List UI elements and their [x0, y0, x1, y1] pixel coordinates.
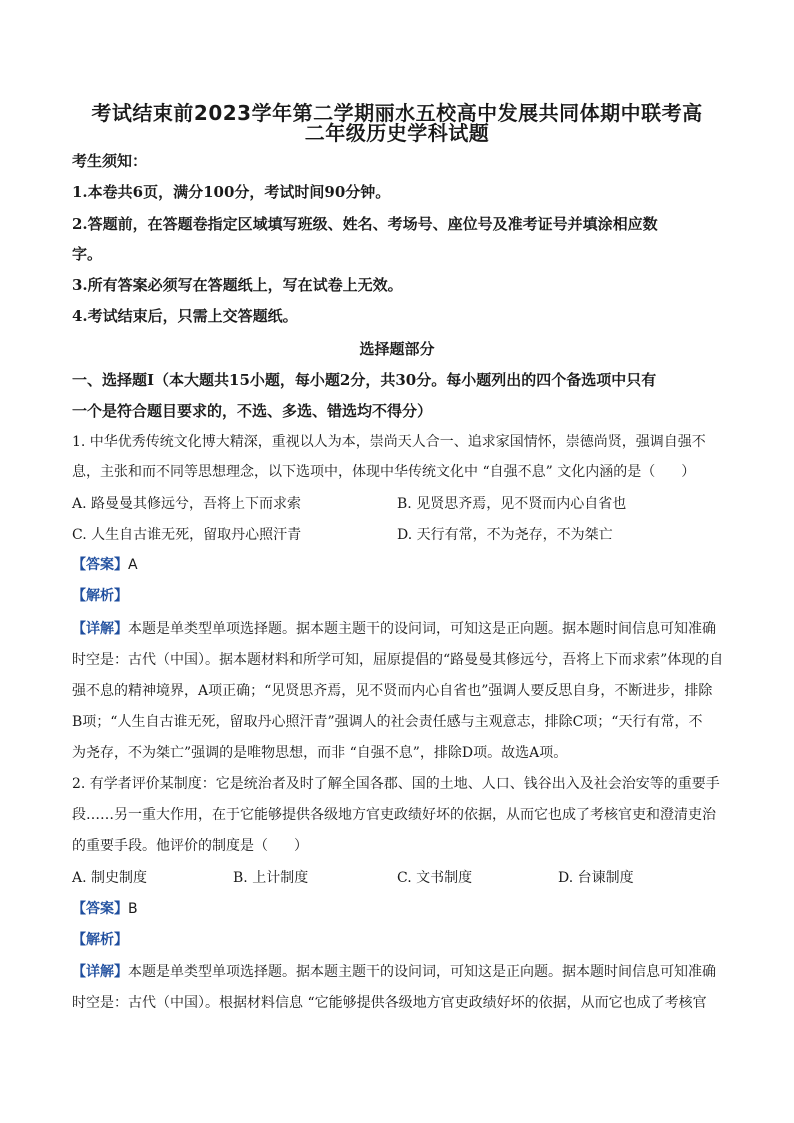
question-1-stem-line-1: 1. 中华优秀传统文化博大精深，重视以人为本，崇尚天人合一、追求家国情怀，崇德尚贤，强调自强不	[72, 434, 706, 450]
question-1-option-a: A. 路曼曼其修远兮，吾将上下而求索	[72, 496, 302, 512]
question-1-detail-line-3: 强不息的精神境界，A项正确；“见贤思齐焉，见不贤而内心自省也”强调人要反思自身，不断进步，排除	[72, 683, 713, 699]
notice-item: 字。	[72, 245, 103, 263]
question-2-detail-line-1: 【详解】本题是单类型单项选择题。据本题主题干的设问词，可知这是正向题。据本题时间信息可知准确	[72, 964, 716, 980]
question-2-option-a: A. 制史制度	[72, 870, 148, 886]
detail-tag: 【详解】	[72, 621, 128, 637]
section-instruction-line-1: 一、选择题Ⅰ（本大题共15小题，每小题2分，共30分。每小题列出的四个备选项中只有	[72, 371, 657, 389]
question-2-stem-line-3: 的重要手段。他评价的制度是（ ）	[72, 838, 308, 854]
question-1-detail-line-1: 【详解】本题是单类型单项选择题。据本题主题干的设问词，可知这是正向题。据本题时间信息可知准确	[72, 621, 716, 637]
question-2-analysis	[72, 931, 722, 949]
question-1-option-c: C. 人生自古谁无死，留取丹心照汗青	[72, 527, 302, 543]
question-2-stem-line-2: 段……另一重大作用，在于它能够提供各级地方官吏政绩好坏的依据，从而它也成了考核官吏和澄清吏治	[72, 807, 716, 823]
answer-value: B	[128, 901, 138, 917]
exam-title-line-1: 考试结束前2023学年第二学期丽水五校高中发展共同体期中联考高	[91, 101, 703, 125]
notice-item: 3.所有答案必须写在答题纸上，写在试卷上无效。	[72, 276, 403, 294]
question-1-detail-line-5: 为尧存，不为桀亡”强调的是唯物思想，而非 “自强不息”，排除D项。故选A项。	[72, 745, 568, 761]
answer-value: A	[128, 557, 138, 573]
notice-item: 2.答题前，在答题卷指定区域填写班级、姓名、考场号、座位号及准考证号并填涂相应数	[72, 215, 658, 233]
notice-item: 1.本卷共6页，满分100分，考试时间90分钟。	[72, 183, 391, 201]
question-1-option-d: D. 天行有常，不为尧存，不为桀亡	[397, 527, 613, 543]
question-1-analysis	[72, 587, 722, 605]
question-2-option-d: D. 台谏制度	[558, 870, 634, 886]
section-title: 选择题部分	[359, 340, 435, 358]
answer-tag: 【答案】	[72, 557, 128, 573]
section-instruction-line-2: 一个是符合题目要求的，不选、多选、错选均不得分）	[72, 402, 433, 420]
question-2-option-b: B. 上计制度	[233, 870, 309, 886]
question-1-option-b: B. 见贤思齐焉，见不贤而内心自省也	[397, 496, 627, 512]
question-2-stem-line-1: 2. 有学者评价某制度：它是统治者及时了解全国各郡、国的土地、人口、钱谷出入及社会治安等的重要手	[72, 776, 720, 792]
question-1-detail-line-4: B项；“人生自古谁无死，留取丹心照汗青”强调人的社会责任感与主观意志，排除C项；“天行有常，不	[72, 714, 703, 730]
question-2-detail-line-2: 时空是：古代（中国）。根据材料信息 “它能够提供各级地方官吏政绩好坏的依据，从而它也成了考核官	[72, 995, 707, 1011]
detail-tag: 【详解】	[72, 964, 128, 980]
question-1-stem-line-2: 息，主张和而不同等思想理念，以下选项中，体现中华传统文化中 “自强不息” 文化内涵的是（ ）	[72, 464, 696, 480]
question-2-option-c: C. 文书制度	[397, 870, 473, 886]
notice-item: 4.考试结束后，只需上交答题纸。	[72, 307, 298, 325]
exam-title-line-2: 二年级历史学科试题	[304, 121, 490, 145]
question-1-detail-line-2: 时空是：古代（中国）。据本题材料和所学可知，屈原提倡的“路曼曼其修远兮，吾将上下而求索”体现的自	[72, 652, 724, 668]
question-1-answer	[72, 556, 722, 574]
answer-tag: 【答案】	[72, 901, 128, 917]
analysis-tag: 【解析】	[72, 588, 128, 604]
analysis-tag: 【解析】	[72, 932, 128, 948]
notice-heading: 考生须知：	[72, 152, 148, 170]
question-2-answer	[72, 900, 722, 918]
